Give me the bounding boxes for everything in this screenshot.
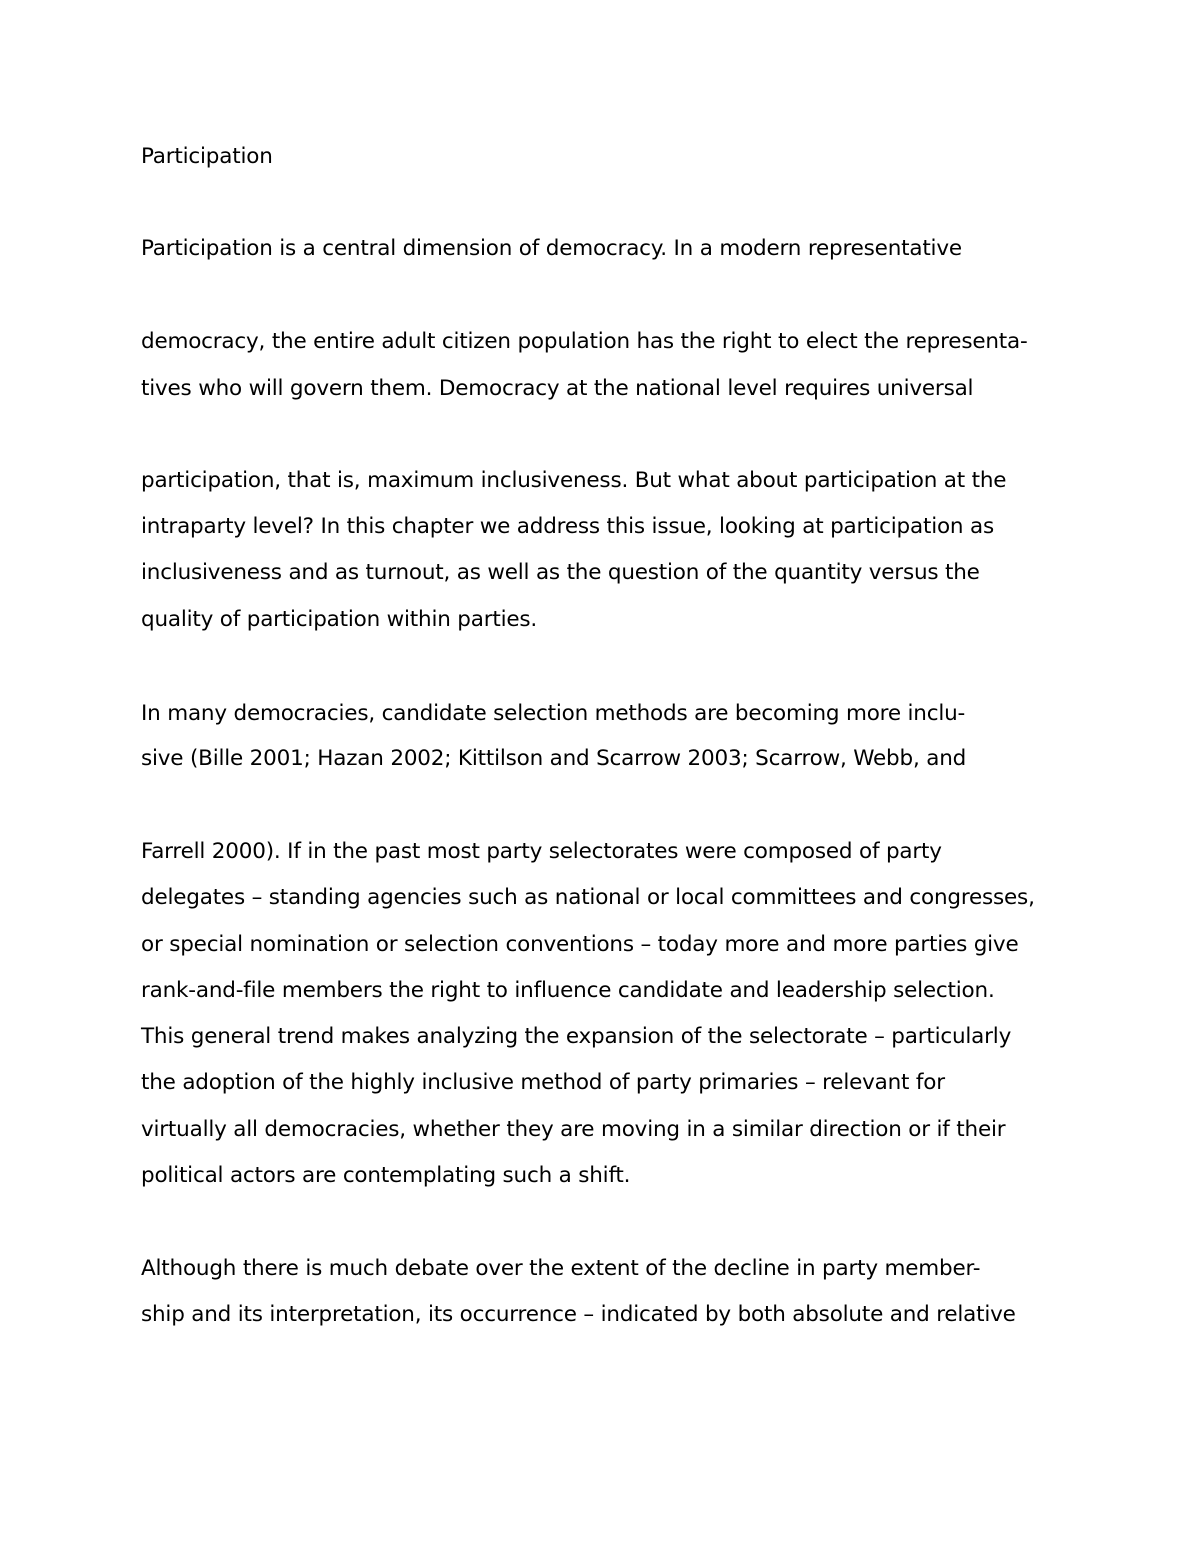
text-line: participation, that is, maximum inclusiveness. But what about participation at the — [141, 468, 1007, 493]
text-line: sive (Bille 2001; Hazan 2002; Kittilson and Scarrow 2003; Scarrow, Webb, and — [141, 746, 967, 771]
text-line: In many democracies, candidate selection methods are becoming more inclu- — [141, 701, 966, 726]
text-line: delegates – standing agencies such as national or local committees and congresses, — [141, 885, 1035, 910]
text-line: intraparty level? In this chapter we address this issue, looking at participation as — [141, 514, 994, 539]
text-line: Participation is a central dimension of democracy. In a modern representative — [141, 236, 962, 261]
text-line: rank-and-file members the right to influence candidate and leadership selection. — [141, 978, 995, 1003]
text-line: inclusiveness and as turnout, as well as the question of the quantity versus the — [141, 560, 980, 585]
text-line: or special nomination or selection conventions – today more and more parties give — [141, 932, 1019, 957]
text-line: ship and its interpretation, its occurrence – indicated by both absolute and relative — [141, 1302, 1016, 1327]
text-line: Although there is much debate over the extent of the decline in party member- — [141, 1256, 981, 1281]
text-line: Farrell 2000). If in the past most party selectorates were composed of party — [141, 839, 942, 864]
text-line: tives who will govern them. Democracy at the national level requires universal — [141, 376, 974, 401]
text-line: virtually all democracies, whether they are moving in a similar direction or if their — [141, 1117, 1006, 1142]
text-line: quality of participation within parties. — [141, 607, 538, 632]
text-line: democracy, the entire adult citizen population has the right to elect the representa- — [141, 329, 1028, 354]
document-title: Participation — [141, 144, 273, 169]
text-line: This general trend makes analyzing the expansion of the selectorate – particularly — [141, 1024, 1012, 1049]
text-line: the adoption of the highly inclusive method of party primaries – relevant for — [141, 1070, 945, 1095]
text-line: political actors are contemplating such a shift. — [141, 1163, 631, 1188]
